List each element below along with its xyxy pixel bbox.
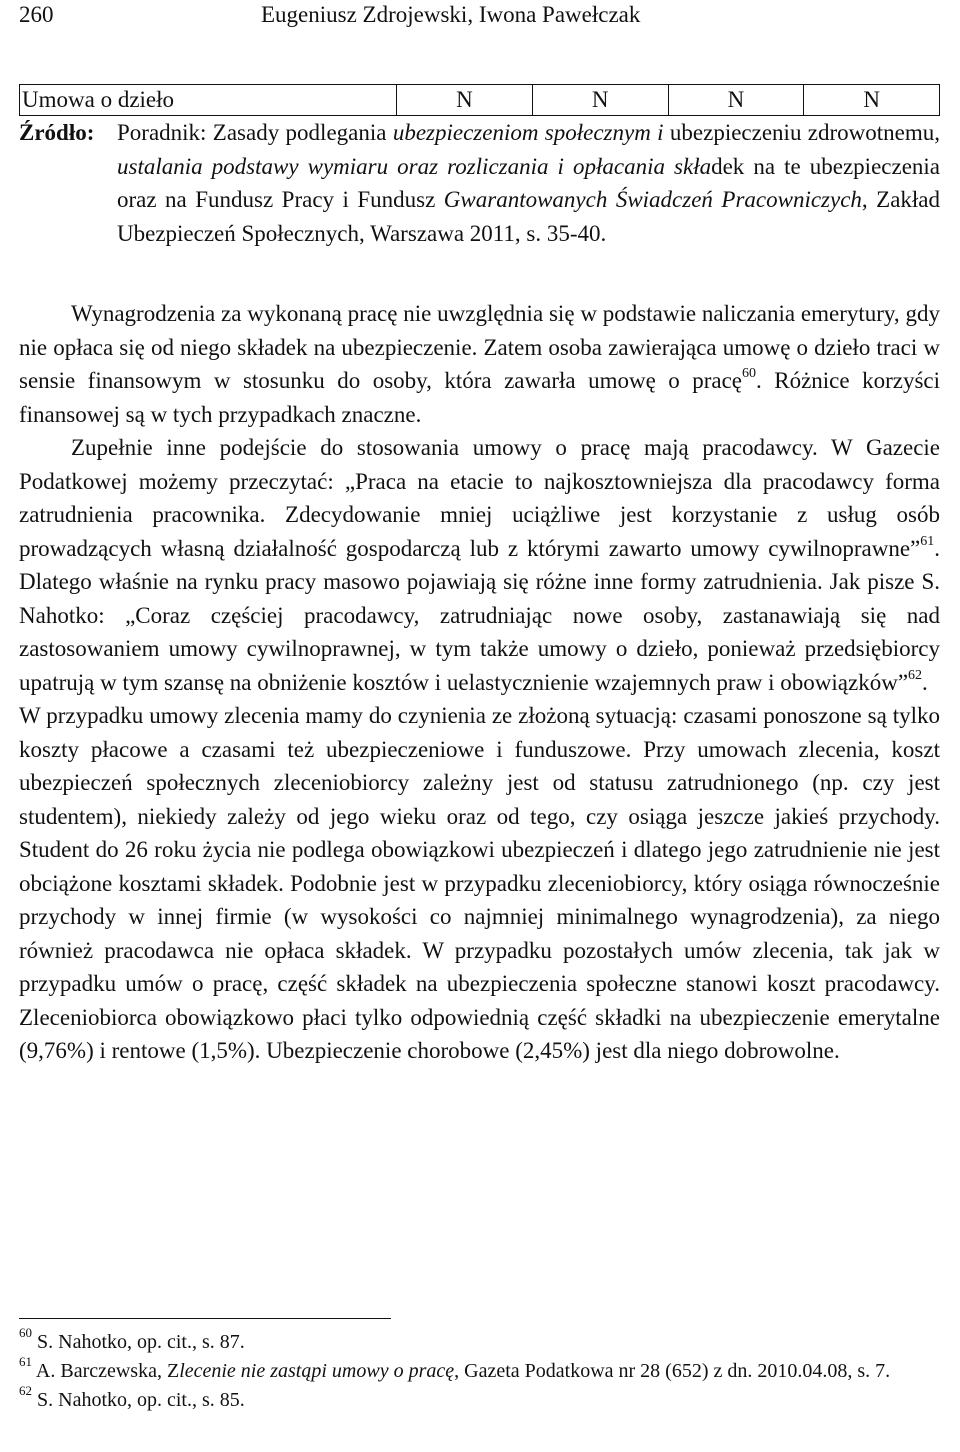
footnote-number: 60 xyxy=(19,1325,32,1341)
table-cell: N xyxy=(804,85,940,116)
footnote-text: S. Nahotko, op. cit., s. 87. xyxy=(37,1331,245,1353)
paragraph-text: . Dlatego właśnie na rynku pracy masowo pojawiają się różne inne formy zatrudnienia. Jak pisze S. Nahotko: „Coraz częściej pracodawcy, zatrudniając nowe osoby, zastanawiają się nad zastosowaniem umowy cywilnoprawnej, w tym także umowy o dzieło, ponieważ przedsiębiorcy upatrują w tym szansę na obniżenie kosztów i uelastycznienie wzajemnych praw i obowiązków” xyxy=(19,535,940,695)
footnote-number: 61 xyxy=(19,1354,32,1370)
footnote-ref[interactable]: 61 xyxy=(920,533,935,549)
footnote-text-italic: lecenie nie zastąpi umowy o pracę xyxy=(179,1360,455,1382)
footnote-ref[interactable]: 62 xyxy=(908,667,923,683)
source-text-part: dek na te ubezpieczenia oraz na Fundusz Pracy i Fundusz xyxy=(117,153,941,212)
table-row-label: Umowa o dzieło xyxy=(20,85,397,116)
running-header xyxy=(19,0,940,34)
source-text-italic: ubezpieczeniom społecznym i xyxy=(392,120,670,145)
footnotes xyxy=(19,1325,940,1415)
paragraph xyxy=(19,297,940,431)
footnote-number: 62 xyxy=(19,1383,32,1399)
footnote-text: , Gazeta Podatkowa nr 28 (652) z dn. 2010.04.08, s. 7. xyxy=(454,1360,891,1382)
paragraph xyxy=(19,431,940,699)
footnote-text: S. Nahotko, op. cit., s. 85. xyxy=(37,1389,245,1411)
paragraph: W przypadku umowy zlecenia mamy do czynienia ze złożoną sytuacją: czasami ponoszone są tylko koszty płacowe a czasami też ubezpieczeniowe i funduszowe. Przy umowach zlecenia, koszt ubezpieczeń społecznych zleceniobiorcy zależny jest od statusu zatrudnionego (np. czy jest studentem), niekiedy zależy od jego wieku oraz od tego, czy osiąga jeszcze jakieś przychody. Student do 26 roku życia nie podlega obowiązkowi ubezpieczeń i dlatego jego zatrudnienie nie jest obciążone kosztami składek. Podobnie jest w przypadku zleceniobiorcy, który osiąga równocześnie przychody w innej firmie (w wysokości co najmniej minimalnego wynagrodzenia), za niego również pracodawca nie opłaca składek. W przypadku pozostałych umów zlecenia, tak jak w przypadku umów o pracę, część składek na ubezpieczenia społeczne stanowi koszt pracodawcy. Zleceniobiorca obowiązkowo płaci tylko odpowiednią część składki na ubezpieczenie emerytalne (9,76%) i rentowe (1,5%). Ubezpieczenie chorobowe (2,45%) jest dla niego dobrowolne. xyxy=(19,703,940,1063)
source-text-part: , Zakład Ubezpieczeń Społecznych, Warszawa 2011, s. 35-40. xyxy=(117,187,941,246)
footnote xyxy=(19,1325,940,1357)
footnote xyxy=(19,1354,940,1386)
table-source-note xyxy=(19,116,940,250)
body-text xyxy=(19,297,940,1068)
running-header-authors: Eugeniusz Zdrojewski, Iwona Pawełczak xyxy=(261,2,641,27)
table-cell: N xyxy=(532,85,668,116)
source-text xyxy=(117,116,940,250)
paragraph-text: . Różnice korzyści finansowej są w tych przypadkach znaczne. xyxy=(19,368,940,427)
source-text-part: Poradnik: Zasady podlegania xyxy=(117,120,393,145)
paragraph-text: Wynagrodzenia za wykonaną pracę nie uwzględnia się w podstawie naliczania emerytury, gdy nie opłaca się od niego składek na ubezpieczenie. Zatem osoba zawierająca umowę o dzieło traci w sensie finansowym w stosunku do osoby, która zawarła umowę o pracę xyxy=(19,301,940,393)
table-cell: N xyxy=(668,85,804,116)
contract-table xyxy=(19,84,940,116)
footnote xyxy=(19,1383,940,1415)
source-text-part: ubezpieczeniu zdrowotnemu, xyxy=(669,120,941,145)
table-row xyxy=(20,85,940,116)
source-text-italic: Gwarantowanych Świadczeń Pracowniczych xyxy=(443,187,862,212)
source-label: Źródło: xyxy=(19,120,95,145)
page-number: 260 xyxy=(19,2,54,27)
footnote-separator xyxy=(19,1318,391,1319)
footnote-text: A. Barczewska, Z xyxy=(35,1360,180,1382)
paragraph-text: . xyxy=(922,669,928,695)
table-cell: N xyxy=(397,85,533,116)
paragraph-text: Zupełnie inne podejście do stosowania umowy o pracę mają pracodawcy. W Gazecie Podatkowej możemy przeczytać: „Praca na etacie to najkosztowniejsza dla pracodawcy forma zatrudnienia pracownika. Zdecydowanie mniej uciążliwe jest korzystanie z usług osób prowadzących własną działalność gospodarczą lub z którymi zawarto umowy cywilnoprawne” xyxy=(19,435,940,561)
footnote-ref[interactable]: 60 xyxy=(742,366,757,382)
source-text-italic: ustalania podstawy wymiaru oraz rozliczania i opłacania skła xyxy=(117,153,712,179)
